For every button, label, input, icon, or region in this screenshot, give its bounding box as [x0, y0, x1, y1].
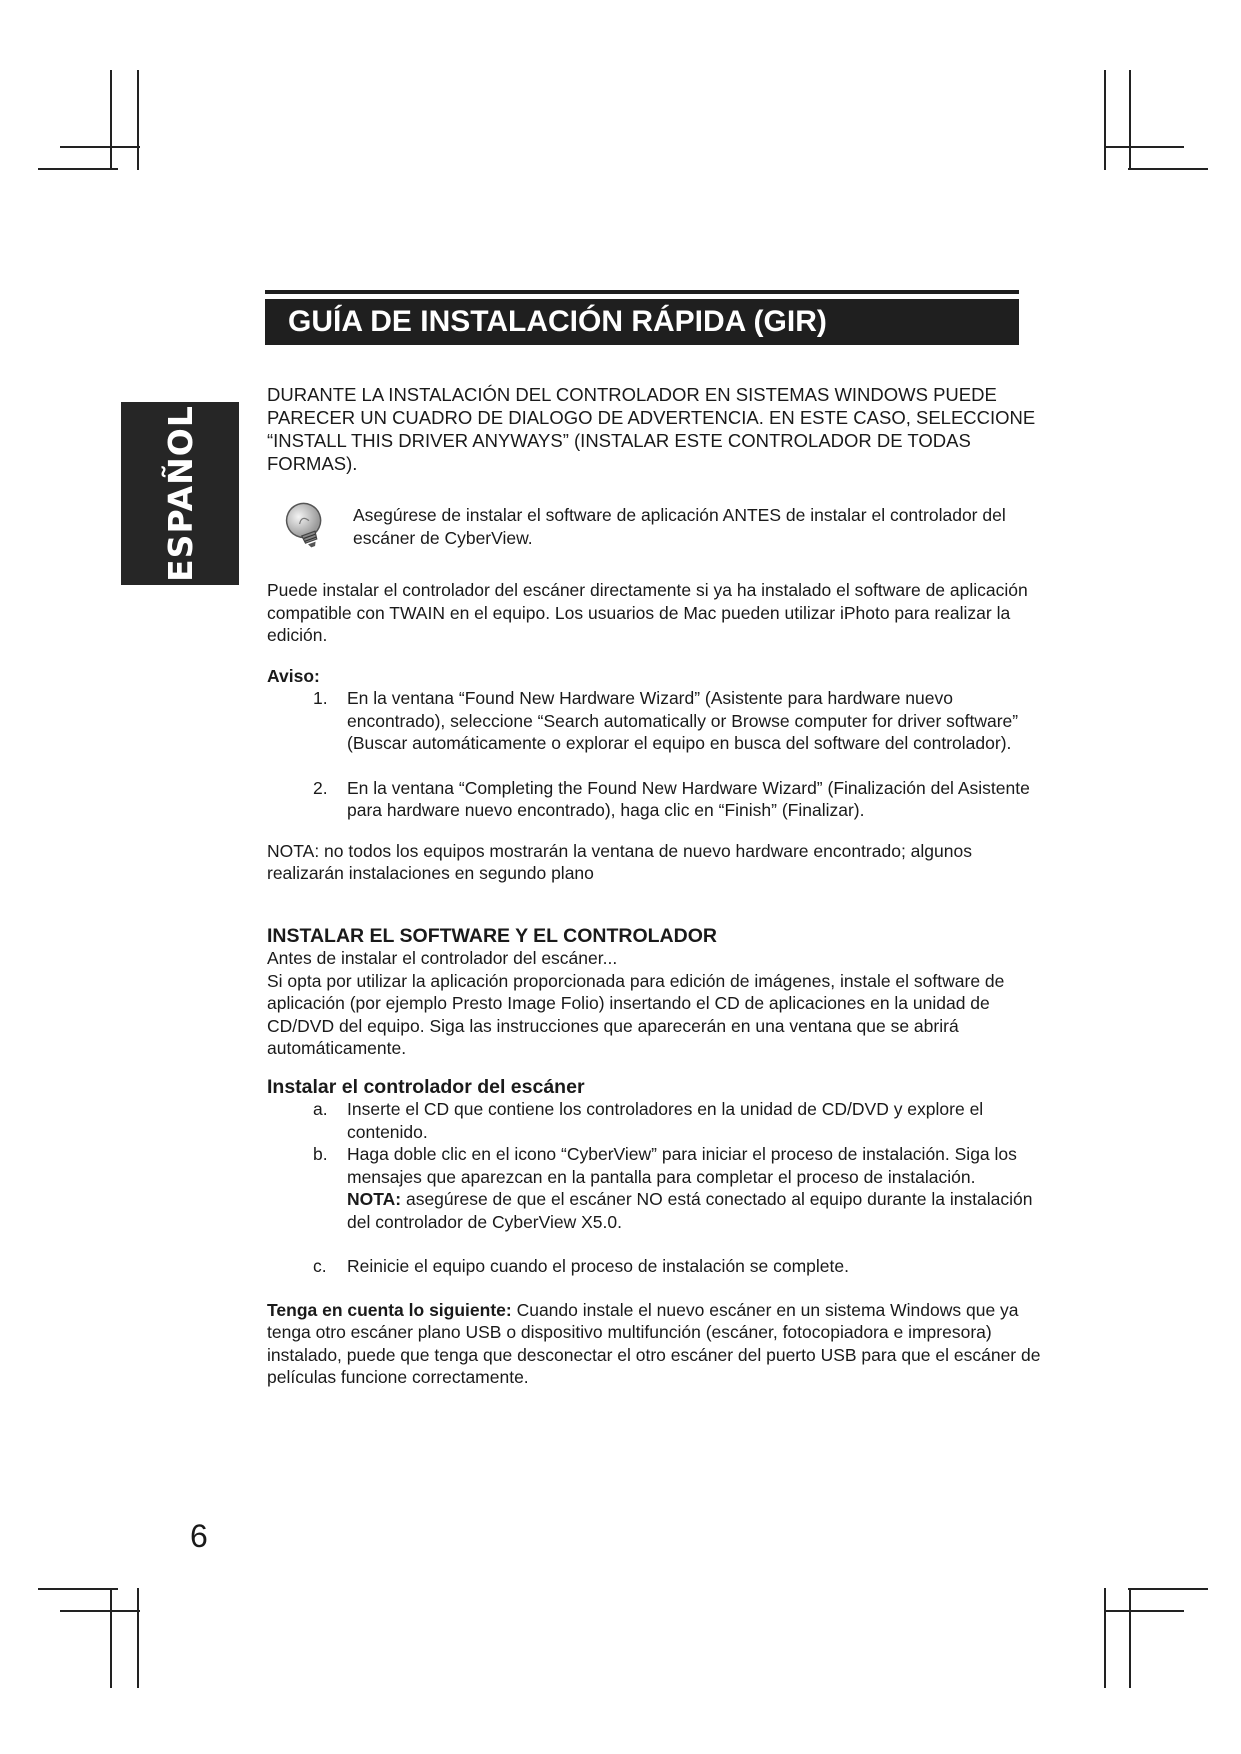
- driver-step: [313, 1255, 1047, 1278]
- step-text: Haga doble clic en el icono “CyberView” para iniciar el proceso de instalación. Siga los mensajes que aparezcan en la pantalla para completar el proceso de instalación.: [347, 1144, 1017, 1187]
- note-text: asegúrese de que el escáner NO está conectado al equipo durante la instalación del controlador de CyberView X5.0.: [347, 1189, 1033, 1232]
- driver-steps: [267, 1098, 1047, 1278]
- page-number: 6: [190, 1518, 208, 1554]
- install-body-text: Si opta por utilizar la aplicación proporcionada para edición de imágenes, instale el software de aplicación (por ejemplo Presto Image Folio) insertando el CD de aplicaciones en la unidad de CD/DVD del equipo. Siga las instrucciones que aparecerán en una ventana que se abrirá automáticamente.: [267, 970, 1005, 1058]
- warning-text: DURANTE LA INSTALACIÓN DEL CONTROLADOR EN SISTEMAS WINDOWS PUEDE PARECER UN CUADRO DE DIALOGO DE ADVERTENCIA. EN ESTE CASO, SELECCIONE “INSTALL THIS DRIVER ANYWAYS” (INSTALAR ESTE CONTROLADOR DE TODAS FORMAS).: [267, 384, 1036, 474]
- aviso-steps: [267, 687, 1047, 822]
- section-heading-install: INSTALAR EL SOFTWARE Y EL CONTROLADOR: [267, 924, 717, 947]
- remember-paragraph: [267, 1299, 1047, 1389]
- tip-box: [267, 496, 1047, 558]
- driver-step: [313, 1143, 1047, 1233]
- remember-text: Cuando instale el nuevo escáner en un sistema Windows que ya tenga otro escáner plano USB o dispositivo multifunción (escáner, fotocopiadora e impresora) instalado, puede que tenga que desconectar el otro escáner del puerto USB para que el escáner de películas funcione correctamente.: [267, 1299, 1041, 1387]
- step-letter: b.: [313, 1144, 328, 1164]
- note-label: NOTA:: [347, 1189, 402, 1209]
- driver-step: [313, 1098, 1047, 1143]
- intro-paragraph: Puede instalar el controlador del escáner directamente si ya ha instalado el software de aplicación compatible con TWAIN en el equipo. Los usuarios de Mac pueden utilizar iPhoto para realizar la edición.: [267, 580, 1028, 645]
- tip-text: Asegúrese de instalar el software de aplicación ANTES de instalar el controlador del escáner de CyberView.: [353, 505, 1006, 548]
- section-heading-driver: Instalar el controlador del escáner: [267, 1075, 585, 1098]
- nota-paragraph: NOTA: no todos los equipos mostrarán la ventana de nuevo hardware encontrado; algunos realizarán instalaciones en segundo plano: [267, 840, 972, 883]
- remember-label: Tenga en cuenta lo siguiente:: [267, 1299, 512, 1320]
- language-tab-label: ESPAÑOL: [160, 405, 200, 582]
- step-text: En la ventana “Found New Hardware Wizard” (Asistente para hardware nuevo encontrado), seleccione “Search automatically or Browse computer for driver software” (Buscar automáticamente o explorar el equipo en busca del software del controlador).: [347, 688, 1019, 753]
- aviso-step: [313, 777, 1047, 822]
- step-number: 1.: [313, 688, 328, 708]
- step-letter: c.: [313, 1256, 327, 1276]
- step-text: Inserte el CD que contiene los controladores en la unidad de CD/DVD y explore el contenido.: [347, 1099, 984, 1142]
- install-before-text: Antes de instalar el controlador del escáner...: [267, 948, 618, 968]
- main-content: [267, 383, 1047, 1389]
- step-text: En la ventana “Completing the Found New Hardware Wizard” (Finalización del Asistente para hardware nuevo encontrado), haga clic en “Finish” (Finalizar).: [347, 777, 1030, 820]
- aviso-step: [313, 687, 1047, 755]
- title-rule: [265, 290, 1019, 294]
- aviso-label: Aviso:: [267, 665, 320, 686]
- step-number: 2.: [313, 777, 328, 798]
- step-text: Reinicie el equipo cuando el proceso de instalación se complete.: [347, 1256, 849, 1276]
- page-title: GUÍA DE INSTALACIÓN RÁPIDA (GIR): [265, 299, 1019, 345]
- language-tab: [121, 402, 239, 585]
- step-letter: a.: [313, 1099, 328, 1119]
- lightbulb-icon: [275, 496, 337, 558]
